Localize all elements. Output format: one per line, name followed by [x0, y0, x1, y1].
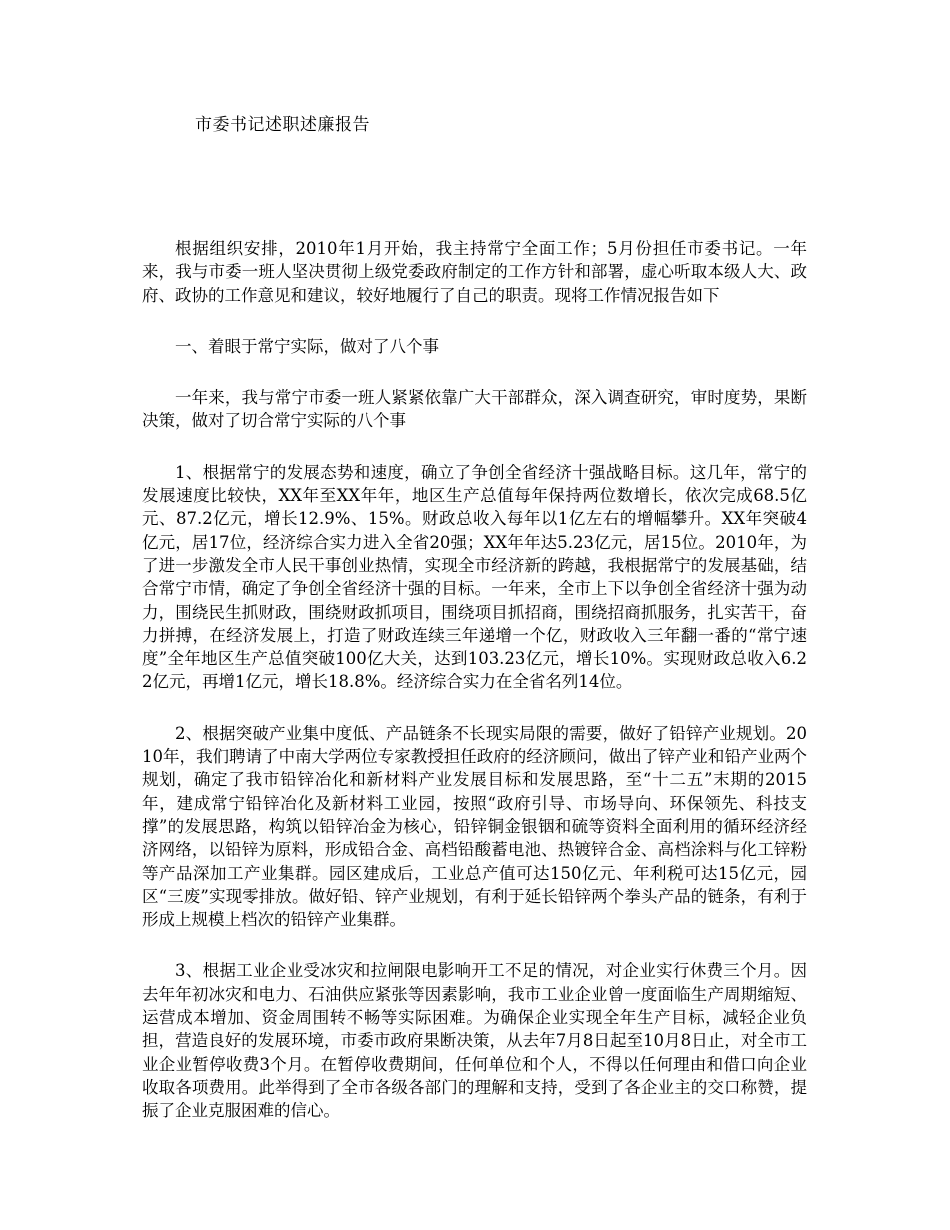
section-intro-paragraph: 一年来，我与常宁市委一班人紧紧依靠广大干部群众，深入调查研究，审时度势，果断决策，做对了切合常宁实际的八个事	[142, 388, 807, 431]
item-2-paragraph: 2、根据突破产业集中度低、产品链条不长现实局限的需要，做好了铅锌产业规划。2010年，我们聘请了中南大学两位专家教授担任政府的经济顾问，做出了锌产业和铅产业两个规划，确定了我市铅锌冶化和新材料产业发展目标和发展思路，至“十二五”末期的2015年，建成常宁铅锌冶化及新材料工业园，按照“政府引导、市场导向、环保领先、科技支撑”的发展思路，构筑以铅锌冶金为核心，铅锌铜金银铟和硫等资料全面利用的循环经济经济网络，以铅锌为原料，形成铅合金、高档铅酸蓄电池、热镀锌合金、高档涂料与化工锌粉等产品深加工产业集群。园区建成后，工业总产值可达150亿元、年利税可达15亿元，园区“三废”实现零排放。做好铅、锌产业规划，有利于延长铅锌两个拳头产品的链条，有利于形成上规模上档次的铅锌产业集群。	[142, 723, 807, 930]
section-heading: 一、着眼于常宁实际，做对了八个事	[175, 336, 439, 356]
item-3-paragraph: 3、根据工业企业受冰灾和拉闸限电影响开工不足的情况，对企业实行休费三个月。因去年年初冰灾和电力、石油供应紧张等因素影响，我市工业企业曾一度面临生产周期缩短、运营成本增加、资金周围转不畅等实际困难。为确保企业实现全年生产目标，减轻企业负担，营造良好的发展环境，市委市政府果断决策，从去年7月8日起至10月8日止，对全市工业企业暂停收费3个月。在暂停收费期间，任何单位和个人，不得以任何理由和借口向企业收取各项费用。此举得到了全市各级各部门的理解和支持，受到了各企业主的交口称赞，提振了企业克服困难的信心。	[142, 961, 807, 1121]
intro-paragraph: 根据组织安排，2010年1月开始，我主持常宁全面工作；5月份担任市委书记。一年来，我与市委一班人坚决贯彻上级党委政府制定的工作方针和部署，虚心听取本级人大、政府、政协的工作意见和建议，较好地履行了自己的职责。现将工作情况报告如下	[142, 239, 807, 305]
document-body	[142, 237, 807, 1151]
document-title: 市委书记述职述廉报告	[195, 115, 370, 135]
item-1-paragraph: 1、根据常宁的发展态势和速度，确立了争创全省经济十强战略目标。这几年，常宁的发展速度比较快，XX年至XX年年，地区生产总值每年保持两位数增长，依次完成68.5亿元、87.2亿元，增长12.9%、15%。财政总收入每年以1亿左右的增幅攀升。XX年突破4亿元，居17位，经济综合实力进入全省20强；XX年年达5.23亿元，居15位。2010年，为了进一步激发全市人民干事创业热情，实现全市经济新的跨越，我根据常宁的发展基础，结合常宁市情，确定了争创全省经济十强的目标。一年来，全市上下以争创全省经济十强为动力，围绕民生抓财政，围绕财政抓项目，围绕项目抓招商，围绕招商抓服务，扎实苦干，奋力拼搏，在经济发展上，打造了财政连续三年递增一个亿，财政收入三年翻一番的“常宁速度”全年地区生产总值突破100亿大关，达到103.23亿元，增长10%。实现财政总收入6.22亿元，再增1亿元，增长18.8%。经济综合实力在全省名列14位。	[142, 462, 807, 692]
